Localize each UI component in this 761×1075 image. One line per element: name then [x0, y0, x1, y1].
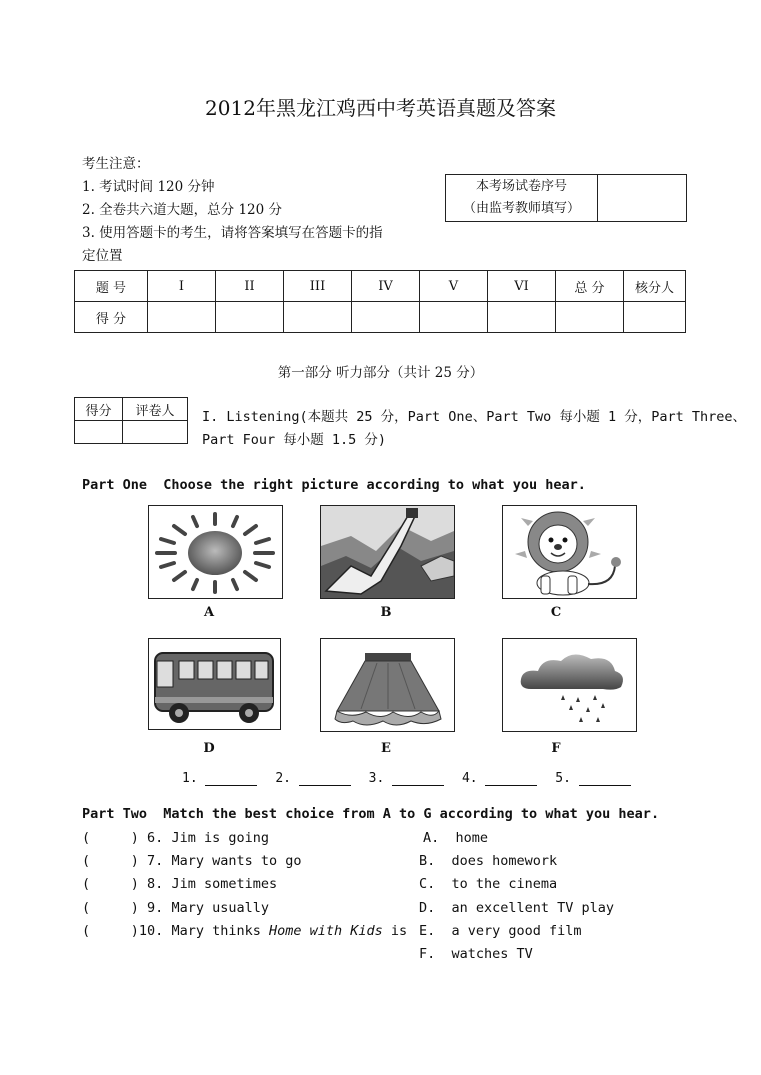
answer-blank[interactable]	[579, 771, 631, 786]
picture-label: B	[380, 605, 392, 620]
score-cell[interactable]	[624, 302, 686, 333]
listening-heading	[202, 406, 747, 452]
question-number: 6.	[147, 830, 164, 846]
great-wall-icon	[321, 506, 454, 598]
answer-paren[interactable]: ( )	[82, 853, 139, 869]
score-cell[interactable]	[556, 302, 624, 333]
question-text: Mary wants to go	[171, 853, 302, 869]
picture-label: A	[203, 605, 215, 620]
blank-number: 2.	[275, 771, 291, 786]
option-item: B. does homework	[419, 853, 558, 869]
score-header-cell: 总 分	[556, 271, 624, 302]
serial-label-line2: （由监考教师填写）	[462, 201, 580, 216]
score-table	[74, 270, 686, 333]
score-table-row	[75, 302, 686, 333]
bus-icon	[149, 639, 280, 729]
serial-number-field[interactable]	[598, 175, 686, 221]
score-cell[interactable]	[216, 302, 284, 333]
question-row	[82, 900, 269, 916]
picture-label: D	[203, 741, 215, 756]
rain-cloud-icon	[503, 639, 636, 731]
score-table-header	[75, 271, 686, 302]
score-cell[interactable]	[352, 302, 420, 333]
score-header-cell: IV	[352, 271, 420, 302]
score-row-label: 得 分	[75, 302, 148, 333]
picture-c[interactable]	[502, 505, 637, 599]
picture-e[interactable]	[320, 638, 455, 732]
score-cell[interactable]	[488, 302, 556, 333]
question-text: Jim is going	[171, 830, 269, 846]
listening-line1: I. Listening(本题共 25 分，Part One、Part Two 每小题 1 分，Part Three、	[202, 409, 747, 425]
answer-paren[interactable]: ( )	[82, 900, 139, 916]
score-cell[interactable]	[284, 302, 352, 333]
page-title: 2012年黑龙江鸡西中考英语真题及答案	[205, 96, 556, 120]
part-one-instruction: Part One Choose the right picture according to what you hear.	[82, 477, 586, 493]
question-row	[82, 876, 277, 892]
question-number: 10.	[138, 923, 164, 939]
option-item: C. to the cinema	[419, 876, 558, 892]
notice-item-3: 3. 使用答题卡的考生，请将答案填写在答题卡的指	[82, 225, 383, 241]
question-row	[82, 853, 302, 869]
notice-item-2: 2. 全卷共六道大题，总分 120 分	[82, 202, 283, 218]
score-header-cell: V	[420, 271, 488, 302]
answer-blank[interactable]	[485, 771, 537, 786]
score-header-cell: III	[284, 271, 352, 302]
score-header-cell: II	[216, 271, 284, 302]
picture-label: C	[550, 605, 562, 620]
blank-number: 3.	[368, 771, 385, 786]
grader-name-label: 评卷人	[123, 398, 188, 421]
blank-number: 1.	[182, 771, 198, 786]
grader-score-cell[interactable]	[75, 421, 123, 444]
notice-item-3-cont: 定位置	[82, 248, 123, 264]
score-cell[interactable]	[420, 302, 488, 333]
picture-label: E	[381, 741, 391, 756]
question-text: Jim sometimes	[171, 876, 278, 892]
question-number: 7.	[147, 853, 164, 869]
answer-paren[interactable]: ( )	[82, 923, 139, 939]
picture-b[interactable]	[320, 505, 455, 599]
notice-heading: 考生注意：	[82, 156, 150, 172]
notice-item-1: 1. 考试时间 120 分钟	[82, 179, 215, 195]
score-header-cell: VI	[488, 271, 556, 302]
question-text-italic: Home with Kids	[268, 923, 383, 939]
serial-number-label	[446, 175, 598, 221]
question-text: Mary usually	[171, 900, 269, 916]
lion-icon	[503, 506, 636, 598]
picture-a[interactable]	[148, 505, 283, 599]
question-number: 9.	[147, 900, 164, 916]
option-item: F. watches TV	[419, 946, 533, 962]
serial-label-line1: 本考场试卷序号	[475, 179, 567, 194]
answer-paren[interactable]: ( )	[82, 876, 139, 892]
answer-blank[interactable]	[392, 771, 444, 786]
sun-icon	[149, 506, 282, 598]
picture-label: F	[551, 741, 561, 756]
score-cell[interactable]	[148, 302, 216, 333]
option-item: A. home	[423, 830, 489, 846]
section-title: 第一部分 听力部分（共计 25 分）	[277, 365, 484, 381]
answer-blank[interactable]	[205, 771, 257, 786]
question-row	[82, 923, 407, 939]
skirt-icon	[321, 639, 454, 731]
score-header-cell: 核分人	[624, 271, 686, 302]
blank-number: 5.	[555, 771, 571, 786]
blank-number: 4.	[461, 771, 478, 786]
question-row	[82, 830, 269, 846]
grader-table	[74, 397, 188, 444]
part-two-instruction: Part Two Match the best choice from A to G according to what you hear.	[82, 806, 660, 822]
score-header-cell: 题 号	[75, 271, 148, 302]
answer-blank[interactable]	[299, 771, 351, 786]
listening-line2: Part Four 每小题 1.5 分)	[202, 432, 387, 448]
question-text: is	[382, 923, 408, 939]
grader-name-cell[interactable]	[123, 421, 188, 444]
answer-paren[interactable]: ( )	[82, 830, 139, 846]
question-number: 8.	[147, 876, 164, 892]
option-item: E. a very good film	[419, 923, 582, 939]
answer-blanks	[182, 771, 641, 786]
grader-score-label: 得分	[75, 398, 123, 421]
question-text: Mary thinks	[171, 923, 269, 939]
picture-d[interactable]	[148, 638, 281, 730]
score-header-cell: I	[148, 271, 216, 302]
picture-f[interactable]	[502, 638, 637, 732]
option-item: D. an excellent TV play	[419, 900, 615, 916]
serial-number-box	[445, 174, 687, 222]
